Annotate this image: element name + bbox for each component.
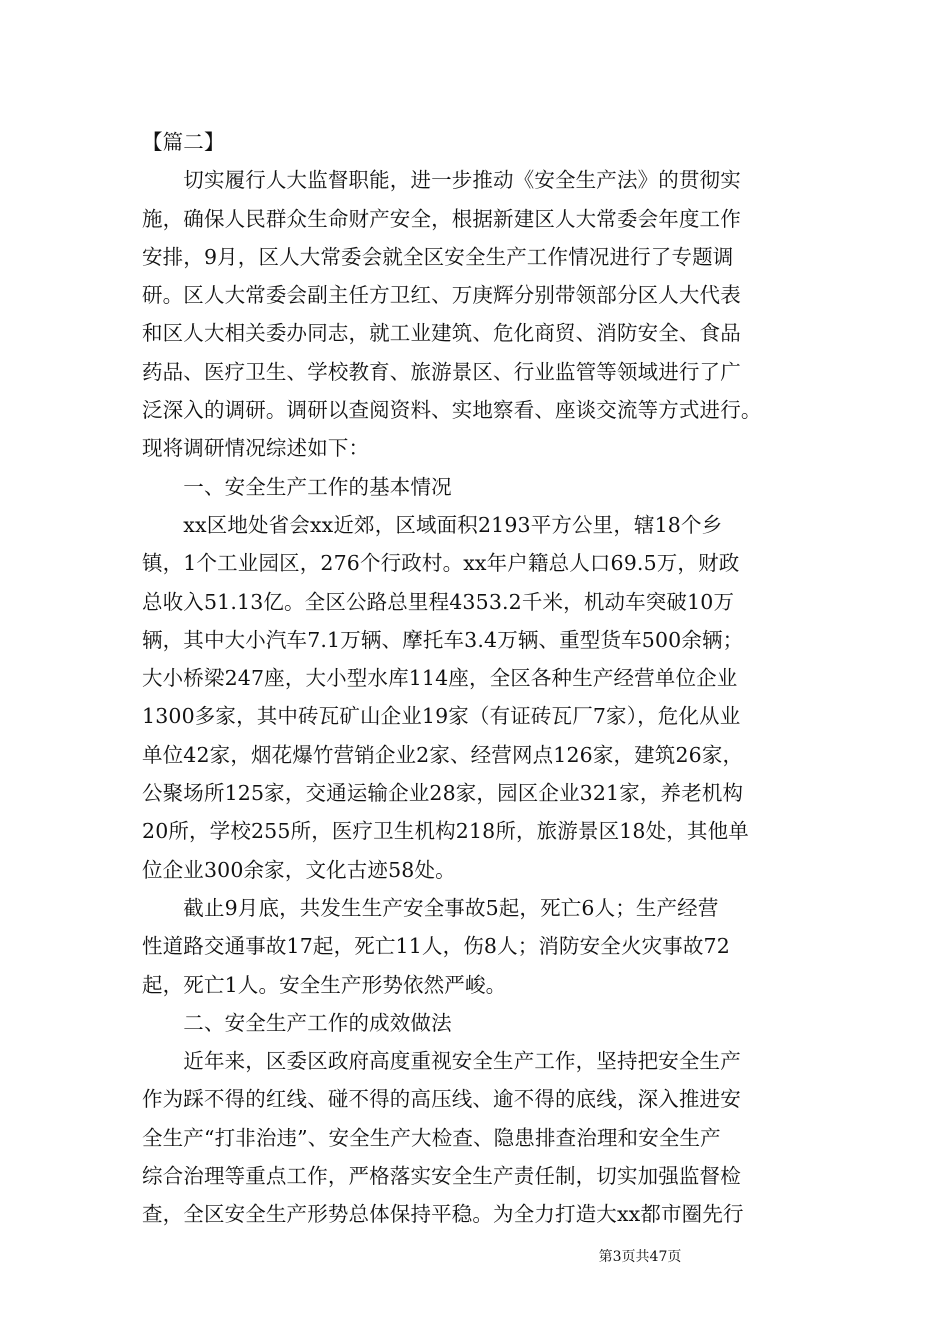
paragraph-line: 施，确保人民群众生命财产安全，根据新建区人大常委会年度工作	[142, 206, 741, 231]
paragraph-line: 切实履行人大监督职能，进一步推动《安全生产法》的贯彻实	[142, 168, 741, 193]
paragraph-line: 辆，其中大小汽车7.1万辆、摩托车3.4万辆、重型货车500余辆；	[142, 627, 744, 652]
paragraph-line: 1300多家，其中砖瓦矿山企业19家（有证砖瓦厂7家），危化从业	[142, 704, 741, 729]
paragraph-line: 单位42家，烟花爆竹营销企业2家、经营网点126家，建筑26家，	[142, 742, 744, 767]
subsection-heading: 一、安全生产工作的基本情况	[142, 474, 452, 499]
paragraph-line: 性道路交通事故17起，死亡11人，伤8人；消防安全火灾事故72	[142, 934, 730, 959]
paragraph-line: 泛深入的调研。调研以查阅资料、实地察看、座谈交流等方式进行。	[142, 398, 762, 423]
paragraph-line: 大小桥梁247座，大小型水库114座，全区各种生产经营单位企业	[142, 666, 738, 691]
paragraph-line: 作为踩不得的红线、碰不得的高压线、逾不得的底线，深入推进安	[142, 1087, 741, 1112]
paragraph-line: 和区人大相关委办同志，就工业建筑、危化商贸、消防安全、食品	[142, 321, 741, 346]
paragraph-line: xx区地处省会xx近郊，区域面积2193平方公里，辖18个乡	[142, 512, 723, 537]
paragraph-line: 公聚场所125家，交通运输企业28家，园区企业321家，养老机构	[142, 781, 744, 806]
paragraph-line: 综合治理等重点工作，严格落实安全生产责任制，切实加强监督检	[142, 1164, 741, 1189]
paragraph-line: 总收入51.13亿。全区公路总里程4353.2千米，机动车突破10万	[142, 589, 735, 614]
subsection-heading: 二、安全生产工作的成效做法	[142, 1010, 452, 1035]
paragraph-line: 镇，1个工业园区，276个行政村。xx年户籍总人口69.5万，财政	[142, 551, 740, 576]
paragraph-line: 研。区人大常委会副主任方卫红、万庚辉分别带领部分区人大代表	[142, 283, 741, 308]
section-heading: 【篇二】	[142, 130, 225, 154]
paragraph-line: 位企业300余家，文化古迹58处。	[142, 857, 456, 882]
paragraph-line: 安排，9月，区人大常委会就全区安全生产工作情况进行了专题调	[142, 244, 734, 269]
paragraph-line: 起，死亡1人。安全生产形势依然严峻。	[142, 972, 507, 997]
document-body	[142, 123, 812, 1234]
paragraph-line: 截止9月底，共发生生产安全事故5起，死亡6人；生产经营	[142, 895, 719, 920]
paragraph-line: 20所，学校255所，医疗卫生机构218所，旅游景区18处，其他单	[142, 819, 749, 844]
paragraph-line: 查，全区安全生产形势总体保持平稳。为全力打造大xx都市圈先行	[142, 1202, 744, 1227]
paragraph-line: 药品、医疗卫生、学校教育、旅游景区、行业监管等领域进行了广	[142, 359, 741, 384]
paragraph-line: 全生产“打非治违”、安全生产大检查、隐患排查治理和安全生产	[142, 1125, 721, 1150]
paragraph-line: 现将调研情况综述如下：	[142, 436, 370, 461]
paragraph-line: 近年来，区委区政府高度重视安全生产工作，坚持把安全生产	[142, 1049, 741, 1074]
page-number: 第3页共47页	[598, 1249, 682, 1265]
